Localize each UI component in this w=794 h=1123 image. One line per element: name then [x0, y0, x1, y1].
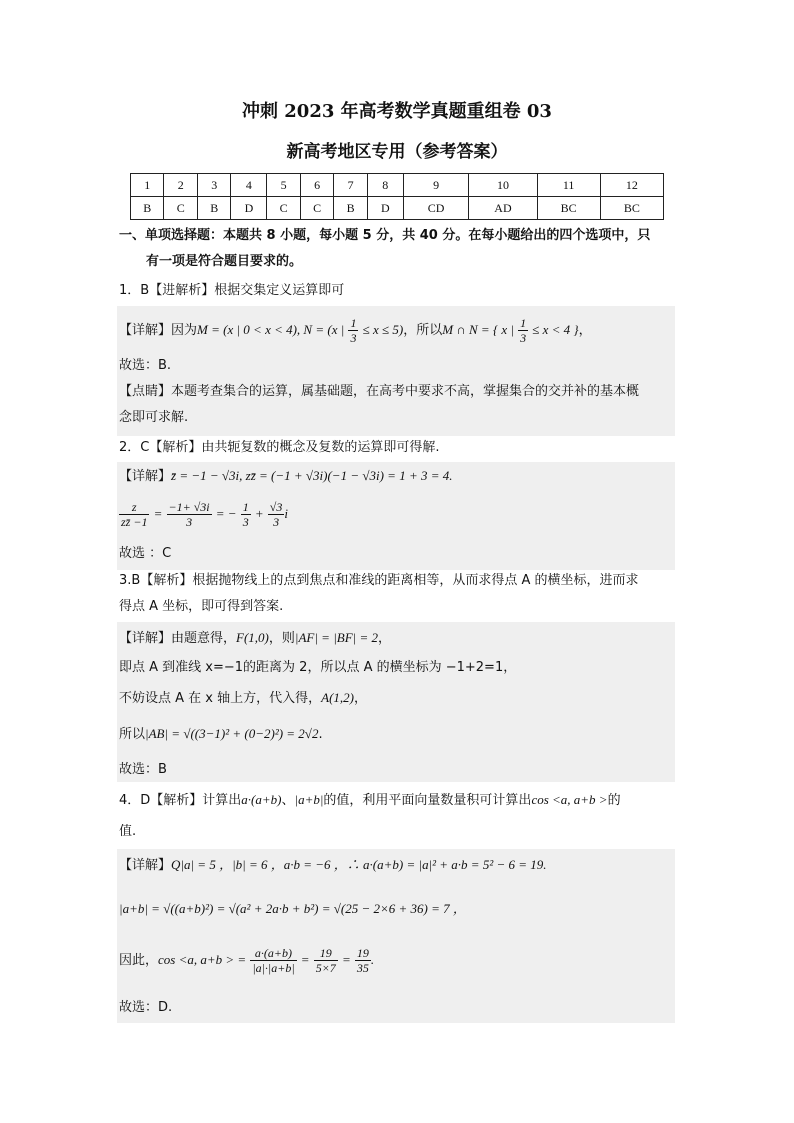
q2-fraction-line — [119, 500, 288, 529]
q4-math: a·(a+b) — [241, 792, 282, 807]
q2-choose: 故选 ：C — [119, 546, 172, 561]
q4-math: |a+b| = √((a+b)²) = √(a² + 2a·b + b²) = √(25 − 2×6 + 36) = 7 ， — [119, 901, 466, 916]
q4-math: . — [370, 952, 375, 967]
table-cell: 1 — [131, 174, 164, 197]
q3-math: F(1,0) — [236, 630, 269, 645]
q3-math: A(1,2) — [321, 690, 354, 705]
q3-text: 不妨设点 A 在 x 轴上方，代入得， — [119, 691, 322, 706]
fraction — [518, 316, 528, 345]
q4-detail-2 — [119, 899, 466, 920]
q3-detail-4 — [119, 724, 323, 745]
table-cell: B — [334, 197, 367, 220]
q3-text: 【详解】由题意得， — [119, 631, 237, 646]
table-cell: 5 — [267, 174, 300, 197]
q4-math: cos <a, a+b > = — [158, 952, 247, 967]
table-cell: D — [367, 197, 403, 220]
table-cell: 12 — [600, 174, 663, 197]
q3-choose: 故选：B — [119, 762, 167, 777]
table-cell: 8 — [367, 174, 403, 197]
q2-math: i — [284, 506, 288, 521]
q3-analysis-cont: 得点 A 坐标，即可得到答案. — [119, 599, 284, 614]
q1-analysis: 1．B【进解析】根据交集定义运算即可 — [119, 283, 345, 298]
numerator: √3 — [269, 500, 283, 514]
equals-sign: = — [153, 506, 163, 521]
q3-math: |AF| = |BF| = 2 — [294, 630, 378, 645]
numerator: 19 — [356, 946, 369, 960]
q1-detail — [119, 315, 592, 346]
numerator: a·(a+b) — [250, 946, 296, 961]
denominator: zz̄ −1 — [121, 515, 148, 529]
q3-text: 所以 — [119, 727, 146, 742]
q1-choose: 故选：B. — [119, 358, 172, 373]
denominator: 35 — [356, 961, 369, 975]
q4-text: 的 — [607, 793, 621, 808]
denominator: 3 — [350, 331, 357, 345]
fraction — [348, 316, 358, 345]
q2-analysis: 2．C【解析】由共轭复数的概念及复数的运算即可得解. — [119, 440, 440, 455]
table-cell: BC — [600, 197, 663, 220]
fraction — [250, 946, 296, 975]
section-heading-cont: 有一项是符合题目要求的。 — [146, 254, 303, 269]
q2-detail — [119, 466, 453, 487]
table-cell: CD — [403, 197, 469, 220]
denominator: 3 — [273, 515, 280, 529]
q4-text: 4．D【解析】计算出 — [119, 793, 242, 808]
q4-math: = — [300, 952, 310, 967]
q4-math: |a+b| — [294, 792, 324, 807]
table-cell: BC — [537, 197, 600, 220]
numerator: 1 — [520, 316, 527, 330]
q2-detail-label: 【详解】 — [119, 469, 172, 484]
q1-comment: 【点睛】本题考查集合的运算，属基础题，在高考中要求不高，掌握集合的交并补的基本概 — [119, 384, 640, 399]
q4-math: cos <a, a+b > — [531, 792, 608, 807]
answer-table — [130, 173, 664, 220]
q2-math: z̄ = −1 − √3i, zz̄ = (−1 + √3i)(−1 − √3i) = 1 + 3 = 4. — [171, 468, 453, 483]
denominator: 3 — [242, 515, 249, 529]
table-cell: 2 — [164, 174, 197, 197]
table-cell: C — [300, 197, 333, 220]
denominator: 3 — [186, 515, 193, 529]
table-cell: 9 — [403, 174, 469, 197]
q3-detail-1 — [119, 628, 391, 649]
numerator: z — [119, 500, 149, 515]
q1-comment-cont: 念即可求解. — [119, 410, 189, 425]
section-heading: 一、单项选择题：本题共 8 小题，每小题 5 分，共 40 分。在每小题给出的四个选项中，只 — [119, 228, 651, 243]
q4-detail-3 — [119, 946, 374, 975]
numerator: −1+ √3i — [168, 500, 210, 514]
q4-text: 因此， — [119, 953, 159, 968]
q4-math: = — [341, 952, 351, 967]
table-cell: 11 — [537, 174, 600, 197]
table-cell: C — [267, 197, 300, 220]
q2-math: = − — [215, 506, 237, 521]
answer-table-number-row — [131, 174, 664, 197]
q3-text: . — [318, 727, 323, 742]
table-cell: 10 — [469, 174, 537, 197]
fraction — [167, 500, 212, 529]
fraction — [119, 500, 149, 529]
table-cell: 7 — [334, 174, 367, 197]
fraction — [241, 500, 251, 529]
table-cell: AD — [469, 197, 537, 220]
q1-text: ，所以 — [403, 323, 443, 338]
q4-choose: 故选：D. — [119, 1000, 173, 1015]
q1-detail-label: 【详解】因为 — [119, 323, 198, 338]
q3-text: ， — [353, 691, 367, 706]
page-title: 冲刺 2023 年高考数学真题重组卷 03 — [242, 101, 552, 122]
q3-analysis: 3.B【解析】根据抛物线上的点到焦点和准线的距离相等，从而求得点 A 的横坐标，进而求 — [119, 573, 639, 588]
q1-math: ≤ x ≤ 5) — [362, 322, 404, 337]
q4-text: 的值，利用平面向量数量积可计算出 — [323, 793, 532, 808]
fraction — [314, 946, 338, 975]
q4-analysis — [119, 790, 621, 811]
table-cell: D — [231, 197, 267, 220]
q3-text: ， — [378, 631, 392, 646]
q1-math: M = (x | 0 < x < 4), N = (x | — [197, 322, 345, 337]
fraction — [355, 946, 371, 975]
q4-detail-1 — [119, 855, 547, 876]
q3-text: ，则 — [268, 631, 295, 646]
denominator: 5×7 — [315, 961, 336, 975]
table-cell: C — [164, 197, 197, 220]
numerator: 19 — [314, 946, 338, 961]
q3-detail-2: 即点 A 到准线 x=−1的距离为 2，所以点 A 的横坐标为 −1+2=1， — [119, 660, 517, 675]
denominator: 3 — [520, 331, 527, 345]
table-cell: 3 — [197, 174, 230, 197]
table-cell: 4 — [231, 174, 267, 197]
q2-math: + — [254, 506, 264, 521]
answer-table-answer-row — [131, 197, 664, 220]
q3-detail-3 — [119, 688, 367, 709]
q1-math: M ∩ N = { x | — [442, 322, 514, 337]
denominator: |a|·|a+b| — [252, 961, 295, 975]
table-cell: B — [197, 197, 230, 220]
numerator: 1 — [350, 316, 357, 330]
q1-text: ， — [578, 323, 592, 338]
table-cell: B — [131, 197, 164, 220]
fraction — [268, 500, 285, 529]
q3-math: |AB| = √((3−1)² + (0−2)²) = 2√2 — [145, 726, 319, 741]
q4-text: 、 — [281, 793, 295, 808]
table-cell: 6 — [300, 174, 333, 197]
q1-math: ≤ x < 4 } — [532, 322, 579, 337]
q4-math: Q|a| = 5 ，|b| = 6 ，a·b = −6 ，∴ a·(a+b) = |a|² + a·b = 5² − 6 = 19. — [171, 857, 547, 872]
numerator: 1 — [242, 500, 249, 514]
page-subtitle: 新高考地区专用（参考答案） — [286, 142, 508, 162]
q4-text: 【详解】 — [119, 858, 172, 873]
q4-analysis-cont: 值. — [119, 824, 137, 839]
